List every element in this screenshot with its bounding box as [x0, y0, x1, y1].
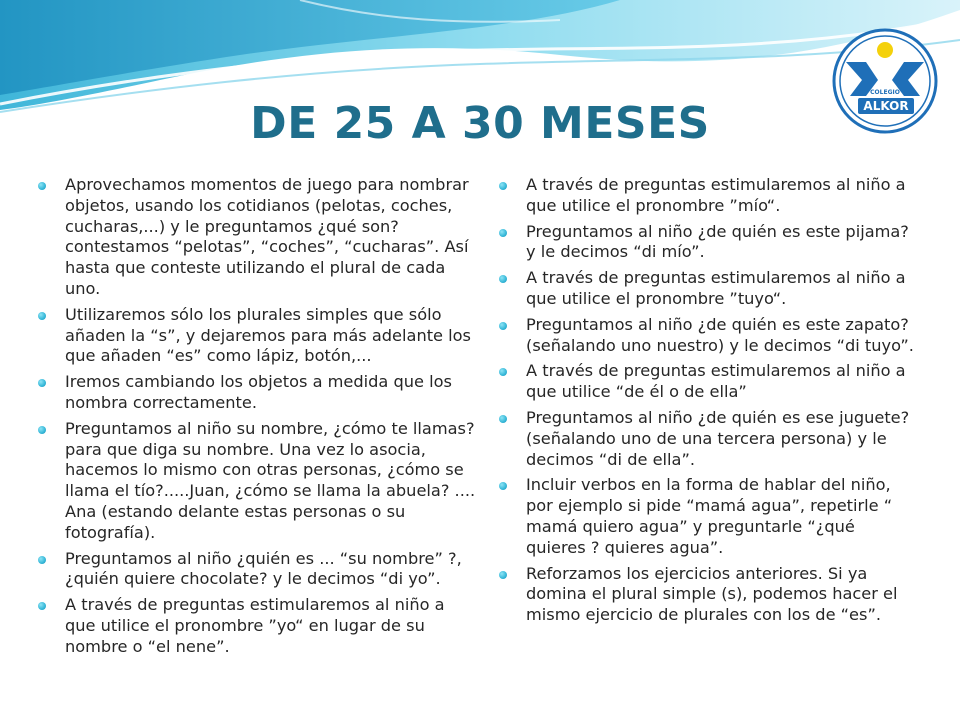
- circle-bullet-icon: [38, 602, 46, 610]
- list-item-text: Aprovechamos momentos de juego para nombrar objetos, usando los cotidianos (pelotas, coches, cucharas,...) y le preguntamos ¿qué son? contestamos “pelotas”, “coches”, “cucharas”. Así hasta que conteste utilizando el plural de cada uno.: [65, 175, 469, 298]
- circle-bullet-icon: [499, 182, 507, 190]
- list-item: [499, 175, 919, 217]
- list-item-text: A través de preguntas estimularemos al niño a que utilice “de él o de ella”: [526, 361, 906, 402]
- list-item: [499, 475, 919, 558]
- circle-bullet-icon: [38, 426, 46, 434]
- list-item: [499, 268, 919, 310]
- circle-bullet-icon: [499, 571, 507, 579]
- circle-bullet-icon: [38, 379, 46, 387]
- list-item: [38, 175, 480, 300]
- circle-bullet-icon: [38, 312, 46, 320]
- list-item: [499, 564, 919, 626]
- list-item: [499, 408, 919, 470]
- list-item-text: A través de preguntas estimularemos al niño a que utilice el pronombre ”yo“ en lugar de su nombre o “el nene”.: [65, 595, 445, 656]
- list-item: [499, 315, 919, 357]
- right-bullet-list: [499, 175, 919, 631]
- list-item-text: Iremos cambiando los objetos a medida que los nombra correctamente.: [65, 372, 452, 412]
- slide-title: DE 25 A 30 MESES: [250, 98, 710, 149]
- list-item-text: Preguntamos al niño ¿de quién es este pijama? y le decimos “di mío”.: [526, 221, 909, 262]
- circle-bullet-icon: [38, 556, 46, 564]
- list-item-text: Preguntamos al niño ¿quién es ... “su nombre” ?, ¿quién quiere chocolate? y le decimos “di yo”.: [65, 548, 462, 589]
- circle-bullet-icon: [38, 182, 46, 190]
- list-item-text: Reforzamos los ejercicios anteriores. Si ya domina el plural simple (s), podemos hacer el mismo ejercicio de plurales con los de “es”.: [526, 563, 898, 625]
- circle-bullet-icon: [499, 322, 507, 330]
- list-item: [38, 305, 480, 367]
- circle-bullet-icon: [499, 275, 507, 283]
- circle-bullet-icon: [499, 229, 507, 237]
- list-item-text: Incluir verbos en la forma de hablar del niño, por ejemplo si pide “mamá agua”, repetirle “ mamá quiero agua” y preguntarle “¿qué quieres ? quieres agua”.: [526, 475, 893, 557]
- list-item: [38, 419, 480, 544]
- list-item-text: Preguntamos al niño ¿de quién es ese juguete? (señalando uno de una tercera persona) y le decimos “di de ella”.: [526, 407, 910, 469]
- list-item: [38, 595, 480, 657]
- list-item: [38, 549, 480, 591]
- list-item: [38, 372, 480, 414]
- list-item: [499, 361, 919, 403]
- logo-name: ALKOR: [863, 99, 909, 113]
- circle-bullet-icon: [499, 368, 507, 376]
- list-item-text: A través de preguntas estimularemos al niño a que utilice el pronombre ”mío“.: [526, 175, 906, 215]
- circle-bullet-icon: [499, 482, 507, 490]
- list-item-text: Preguntamos al niño su nombre, ¿cómo te llamas? para que diga su nombre. Una vez lo asocia, hacemos lo mismo con otras personas, ¿cómo se llama el tío?.....Juan, ¿cómo se llama la abuela? .... Ana (estando delante estas personas o su fotografía).: [65, 418, 476, 542]
- logo-school-label: COLEGIO: [870, 89, 900, 96]
- left-bullet-list: [38, 175, 480, 663]
- list-item-text: A través de preguntas estimularemos al niño a que utilice el pronombre ”tuyo“.: [526, 268, 906, 308]
- list-item-text: Utilizaremos sólo los plurales simples que sólo añaden la “s”, y dejaremos para más adelante los que añaden “es” como lápiz, botón,...: [65, 304, 471, 366]
- circle-bullet-icon: [499, 415, 507, 423]
- list-item: [499, 222, 919, 264]
- list-item-text: Preguntamos al niño ¿de quién es este zapato? (señalando uno nuestro) y le decimos “di tuyo”.: [526, 314, 914, 355]
